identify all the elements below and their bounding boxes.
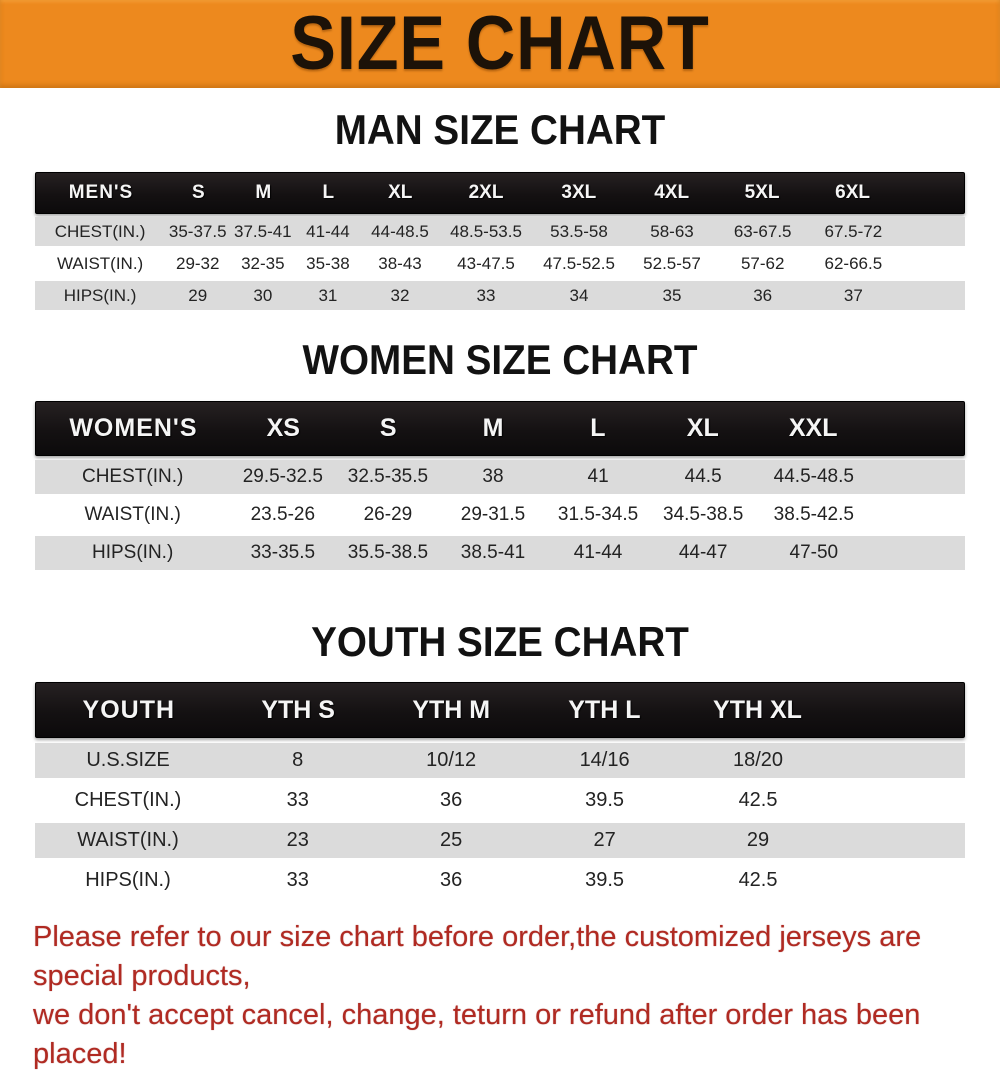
cell-value: 23	[286, 829, 309, 851]
cell-value: 37.5-41	[233, 221, 292, 241]
row-label: WAIST(IN.)	[56, 253, 144, 273]
cell-value: 10/12	[426, 749, 477, 771]
column-header: XS	[266, 414, 300, 442]
cell-value: 42.5	[738, 869, 778, 891]
cell-value: 38.5-41	[460, 542, 526, 563]
column-header: 2XL	[468, 182, 504, 203]
cell-value: 37	[843, 285, 863, 305]
cell-value: 48.5-53.5	[450, 221, 522, 241]
cell-value: 35-38	[306, 253, 350, 273]
table-row	[35, 460, 965, 494]
cell-value: 32	[390, 285, 410, 305]
row-label: WAIST(IN.)	[84, 504, 181, 525]
row-label: HIPS(IN.)	[92, 542, 174, 563]
table-title-cell: WOMEN'S	[69, 414, 198, 442]
column-header: M	[255, 182, 272, 203]
column-header: L	[322, 182, 335, 203]
men-size-table	[35, 172, 965, 310]
cell-value: 41	[587, 466, 609, 487]
table-title-cell: MEN'S	[68, 182, 134, 203]
row-label: CHEST(IN.)	[54, 221, 146, 241]
cell-value: 62-66.5	[824, 253, 883, 273]
row-label: U.S.SIZE	[86, 749, 170, 771]
order-policy-line-2: we don't accept cancel, change, teturn or refund after order has been placed!	[33, 999, 921, 1070]
table-row	[35, 783, 965, 818]
cell-value: 27	[593, 829, 616, 851]
cell-value: 34.5-38.5	[663, 504, 744, 525]
cell-value: 53.5-58	[550, 221, 608, 241]
cell-value: 38-43	[378, 253, 422, 273]
order-policy-note	[33, 918, 968, 1074]
table-header-row	[35, 401, 965, 456]
table-row	[35, 863, 965, 898]
cell-value: 23.5-26	[250, 504, 316, 525]
table-header-row	[35, 172, 965, 214]
cell-value: 26-29	[363, 504, 413, 525]
cell-value: 44.5	[684, 466, 722, 487]
row-label: HIPS(IN.)	[63, 285, 137, 305]
cell-value: 31	[318, 285, 338, 305]
cell-value: 41-44	[573, 542, 623, 563]
order-policy-line-1: Please refer to our size chart before order,the customized jerseys are special products,	[33, 921, 922, 992]
cell-value: 33	[286, 869, 309, 891]
cell-value: 39.5	[585, 789, 625, 811]
table-row	[35, 743, 965, 778]
cell-value: 36	[753, 285, 773, 305]
cell-value: 33-35.5	[250, 542, 316, 563]
cell-value: 67.5-72	[824, 221, 883, 241]
column-header: XL	[686, 414, 719, 442]
cell-value: 35-37.5	[168, 221, 227, 241]
cell-value: 58-63	[650, 221, 694, 241]
banner-title: SIZE CHART	[290, 1, 710, 86]
column-header: S	[192, 182, 205, 203]
column-header: 3XL	[561, 182, 597, 203]
column-header: 4XL	[654, 182, 690, 203]
cell-value: 32-35	[241, 253, 285, 273]
table-row	[35, 498, 965, 532]
cell-value: 14/16	[579, 749, 630, 771]
row-label: CHEST(IN.)	[81, 466, 184, 487]
table-header-row	[35, 682, 965, 738]
cell-value: 29-32	[175, 253, 220, 273]
cell-value: 30	[253, 285, 273, 305]
cell-value: 39.5	[585, 869, 625, 891]
cell-value: 35	[662, 285, 682, 305]
cell-value: 44-47	[678, 542, 728, 563]
cell-value: 33	[286, 789, 309, 811]
cell-value: 36	[440, 869, 463, 891]
youth-size-chart-heading: YOUTH SIZE CHART	[311, 618, 689, 665]
cell-value: 31.5-34.5	[557, 504, 639, 525]
cell-value: 38	[482, 466, 504, 487]
row-label: HIPS(IN.)	[85, 869, 171, 891]
cell-value: 42.5	[738, 789, 778, 811]
cell-value: 38.5-42.5	[773, 504, 854, 525]
cell-value: 47.5-52.5	[543, 253, 615, 273]
column-header: XL	[388, 182, 413, 203]
cell-value: 29.5-32.5	[242, 466, 323, 487]
cell-value: 63-67.5	[733, 221, 792, 241]
man-size-chart-heading: MAN SIZE CHART	[334, 106, 666, 153]
table-row	[35, 281, 965, 310]
cell-value: 44-48.5	[371, 221, 429, 241]
cell-value: 52.5-57	[643, 253, 701, 273]
column-header: L	[590, 414, 606, 442]
column-header: 6XL	[835, 182, 871, 203]
women-size-table	[35, 401, 965, 570]
cell-value: 34	[569, 285, 589, 305]
column-header: YTH M	[412, 695, 491, 724]
column-header: YTH L	[568, 695, 641, 724]
cell-value: 18/20	[733, 749, 784, 771]
cell-value: 44.5-48.5	[773, 466, 854, 487]
cell-value: 43-47.5	[457, 253, 515, 273]
cell-value: 47-50	[789, 542, 839, 563]
column-header: YTH S	[261, 695, 335, 724]
cell-value: 57-62	[740, 253, 785, 273]
cell-value: 41-44	[306, 221, 350, 241]
row-label: WAIST(IN.)	[77, 829, 179, 851]
cell-value: 36	[440, 789, 463, 811]
cell-value: 35.5-38.5	[347, 542, 429, 563]
table-row	[35, 249, 965, 278]
cell-value: 29	[188, 285, 208, 305]
table-title-cell: YOUTH	[82, 695, 176, 724]
column-header: 5XL	[744, 182, 780, 203]
column-header: S	[379, 414, 397, 442]
table-row	[35, 217, 965, 246]
cell-value: 29	[746, 829, 770, 851]
youth-size-table	[35, 682, 965, 898]
cell-value: 8	[292, 749, 304, 771]
table-row	[35, 823, 965, 858]
cell-value: 29-31.5	[460, 504, 526, 525]
size-chart-banner	[0, 0, 1000, 88]
cell-value: 32.5-35.5	[347, 466, 429, 487]
row-label: CHEST(IN.)	[74, 789, 182, 811]
column-header: M	[482, 414, 504, 442]
column-header: XXL	[788, 414, 838, 442]
column-header: YTH XL	[713, 695, 802, 724]
women-size-chart-heading: WOMEN SIZE CHART	[302, 336, 698, 383]
table-row	[35, 536, 965, 570]
cell-value: 33	[476, 285, 496, 305]
cell-value: 25	[440, 829, 463, 851]
